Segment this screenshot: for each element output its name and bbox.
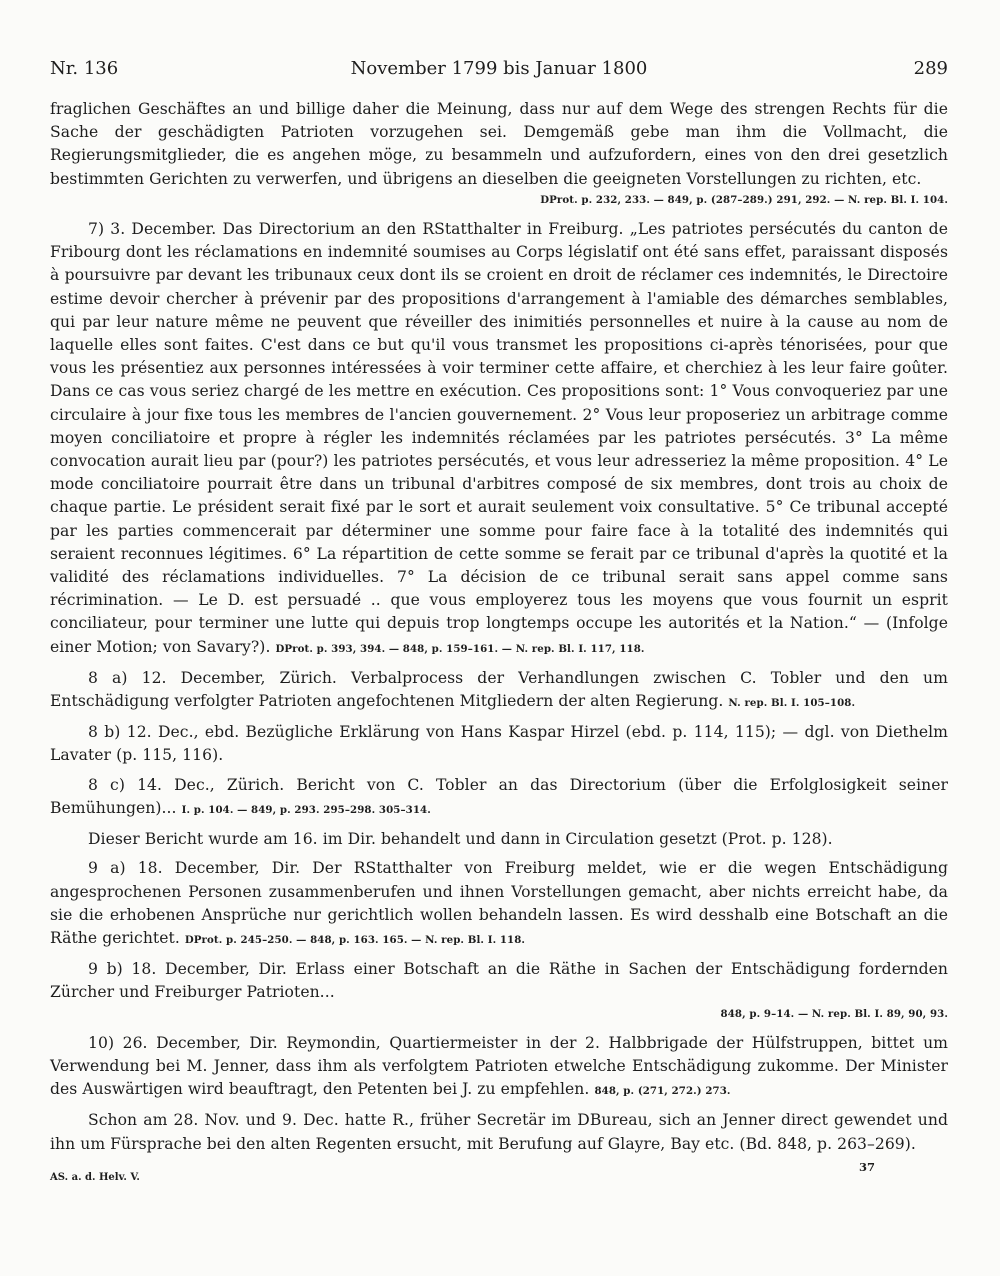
paragraph-text: 9 a) 18. December, Dir. Der RStatthalter von Freiburg meldet, wie er die wegen Entschädigung angesprochenen Personen zusammenberufen und ihnen Vorstellungen gemacht, aber nichts erreicht habe, da sie die erhobenen Ansprüche nur gerichtlich wollen behandeln lassen. Es wird desshalb eine Botschaft an die Räthe gerichtet.	[50, 859, 948, 947]
body-text	[50, 98, 948, 1162]
archive-reference: DProt. p. 245–250. — 848, p. 163. 165. — N. rep. Bl. I. 118.	[184, 933, 526, 946]
archive-reference: 848, p. 9–14. — N. rep. Bl. I. 89, 90, 93.	[720, 1007, 948, 1020]
paragraph-text: Dieser Bericht wurde am 16. im Dir. behandelt und dann in Circulation gesetzt (Prot. p. 128).	[88, 830, 833, 849]
archive-reference: I. p. 104. — 849, p. 293. 295–298. 305–314.	[181, 803, 431, 816]
paragraph-text: Schon am 28. Nov. und 9. Dec. hatte R., früher Secretär im DBureau, sich an Jenner direct gewendet und ihn um Fürsprache bei den alten Regenten ersucht, mit Berufung auf Glayre, Bay etc. (Bd. 848, p. 263–269).	[50, 1111, 948, 1153]
entry-9a	[50, 857, 948, 952]
paragraph-text: 8 b) 12. Dec., ebd. Bezügliche Erklärung von Hans Kaspar Hirzel (ebd. p. 114, 115); — dgl. von Diethelm Lavater (p. 115, 116).	[50, 723, 948, 765]
entry-10	[50, 1032, 948, 1104]
entry-8b	[50, 721, 948, 767]
paragraph-text: 10) 26. December, Dir. Reymondin, Quartiermeister in der 2. Halbbrigade der Hülfstruppen, bittet um Verwendung bei M. Jenner, dass ihm als verfolgtem Patrioten etwelche Entschädigung zukomme. Der Minister des Auswärtigen wird beauftragt, den Petenten bei J. zu empfehlen.	[50, 1033, 948, 1099]
page-header	[50, 58, 948, 88]
archive-reference: N. rep. Bl. I. 105–108.	[728, 697, 856, 710]
archive-reference: DProt. p. 393, 394. — 848, p. 159–161. — N. rep. Bl. I. 117, 118.	[275, 642, 645, 655]
archive-reference: 848, p. (271, 272.) 273.	[594, 1085, 731, 1098]
sheet-number: 37	[858, 1160, 875, 1174]
note-report	[50, 828, 948, 851]
paragraph-text: fraglichen Geschäftes an und billige daher die Meinung, dass nur auf dem Wege des strengen Rechts für die Sache der geschädigten Patrioten vorzugehen sei. Demgemäß gebe man ihm die Vollmacht, die Regierungsmitglieder, die es angehen möge, zu besammeln und aufzufordern, eines von den drei gesetzlich bestimmten Gerichten zu verwerfen, und übrigens an dieselben die geeigneten Vorstellungen zu richten, etc.	[50, 100, 948, 188]
entry-7	[50, 218, 948, 661]
note-reymondin	[50, 1109, 948, 1155]
running-title: November 1799 bis Januar 1800	[350, 58, 648, 79]
paragraph-text: 7) 3. December. Das Directorium an den RStatthalter in Freiburg. „Les patriotes persécutés du canton de Fribourg dont les réclamations en indemnité soumises au Corps législatif ont été sans effet, paraissant disposés à poursuivre par devant les tribunaux ceux dont ils se croient en droit de réclamer ces indemnités, le Directoire estime devoir chercher à prévenir par des propositions d'arrangement à l'amiable des démarches semblables, qui par leur nature même ne peuvent que réveiller des inimitiés personnelles et nuire à la cause au nom de laquelle elles sont faites. C'est dans ce but qu'il vous transmet les propositions ci-après ténorisées, pour que vous les présentiez aux personnes intéressées à voir terminer cette affaire, et cherchiez à les leur faire goûter. Dans ce cas vous seriez chargé de les mettre en exécution. Ces propositions sont: 1° Vous convoqueriez par une circulaire à jour fixe tous les membres de l'ancien gouvernement. 2° Vous leur proposeriez un arbitrage comme moyen conciliatoire et propre à régler les indemnités réclamées par les patriotes persécutés. 3° La même convocation aurait lieu par (pour?) les patriotes persécutés, et vous leur adresseriez la même proposition. 4° Le mode conciliatoire pourrait être dans un tribunal d'arbitres composé de six membres, dont trois au choix de chaque partie. Le président serait fixé par le sort et aurait seulement voix consultative. 5° Ce tribunal accepté par les parties commencerait par déterminer une somme pour faire face à la totalité des indemnités qui seraient reconnues légitimes. 6° La répartition de cette somme se ferait par ce tribunal d'après la quotité et la validité des réclamations individuelles. 7° La décision de ce tribunal serait sans appel comme sans récrimination. — Le D. est persuadé .. que vous employerez tous les moyens que vous fournit un esprit conciliateur, pour terminer une lutte qui depuis trop longtemps occupe les autorités et la Nation.“ — (Infolge einer Motion; von Savary?).	[50, 220, 948, 656]
entry-8a	[50, 667, 948, 715]
page-number: 289	[913, 58, 948, 79]
paragraph-text: 8 c) 14. Dec., Zürich. Bericht von C. Tobler an das Directorium (über die Erfolglosigkeit seiner Bemühungen)...	[50, 775, 948, 817]
entry-8c	[50, 774, 948, 822]
paragraph-continuation	[50, 98, 948, 212]
document-number: Nr. 136	[50, 58, 119, 79]
signature-mark: AS. a. d. Helv. V.	[50, 1172, 140, 1183]
archive-reference: DProt. p. 232, 233. — 849, p. (287–289.) 291, 292. — N. rep. Bl. I. 104.	[540, 193, 948, 206]
paragraph-text: 8 a) 12. December, Zürich. Verbalprocess der Verhandlungen zwischen C. Tobler und den um Entschädigung verfolgter Patrioten angefochtenen Mitgliedern der alten Regierung.	[50, 668, 948, 711]
entry-9b	[50, 958, 948, 1026]
paragraph-text: 9 b) 18. December, Dir. Erlass einer Botschaft an die Räthe in Sachen der Entschädigung fordernden Zürcher und Freiburger Patrioten...	[50, 960, 948, 1002]
